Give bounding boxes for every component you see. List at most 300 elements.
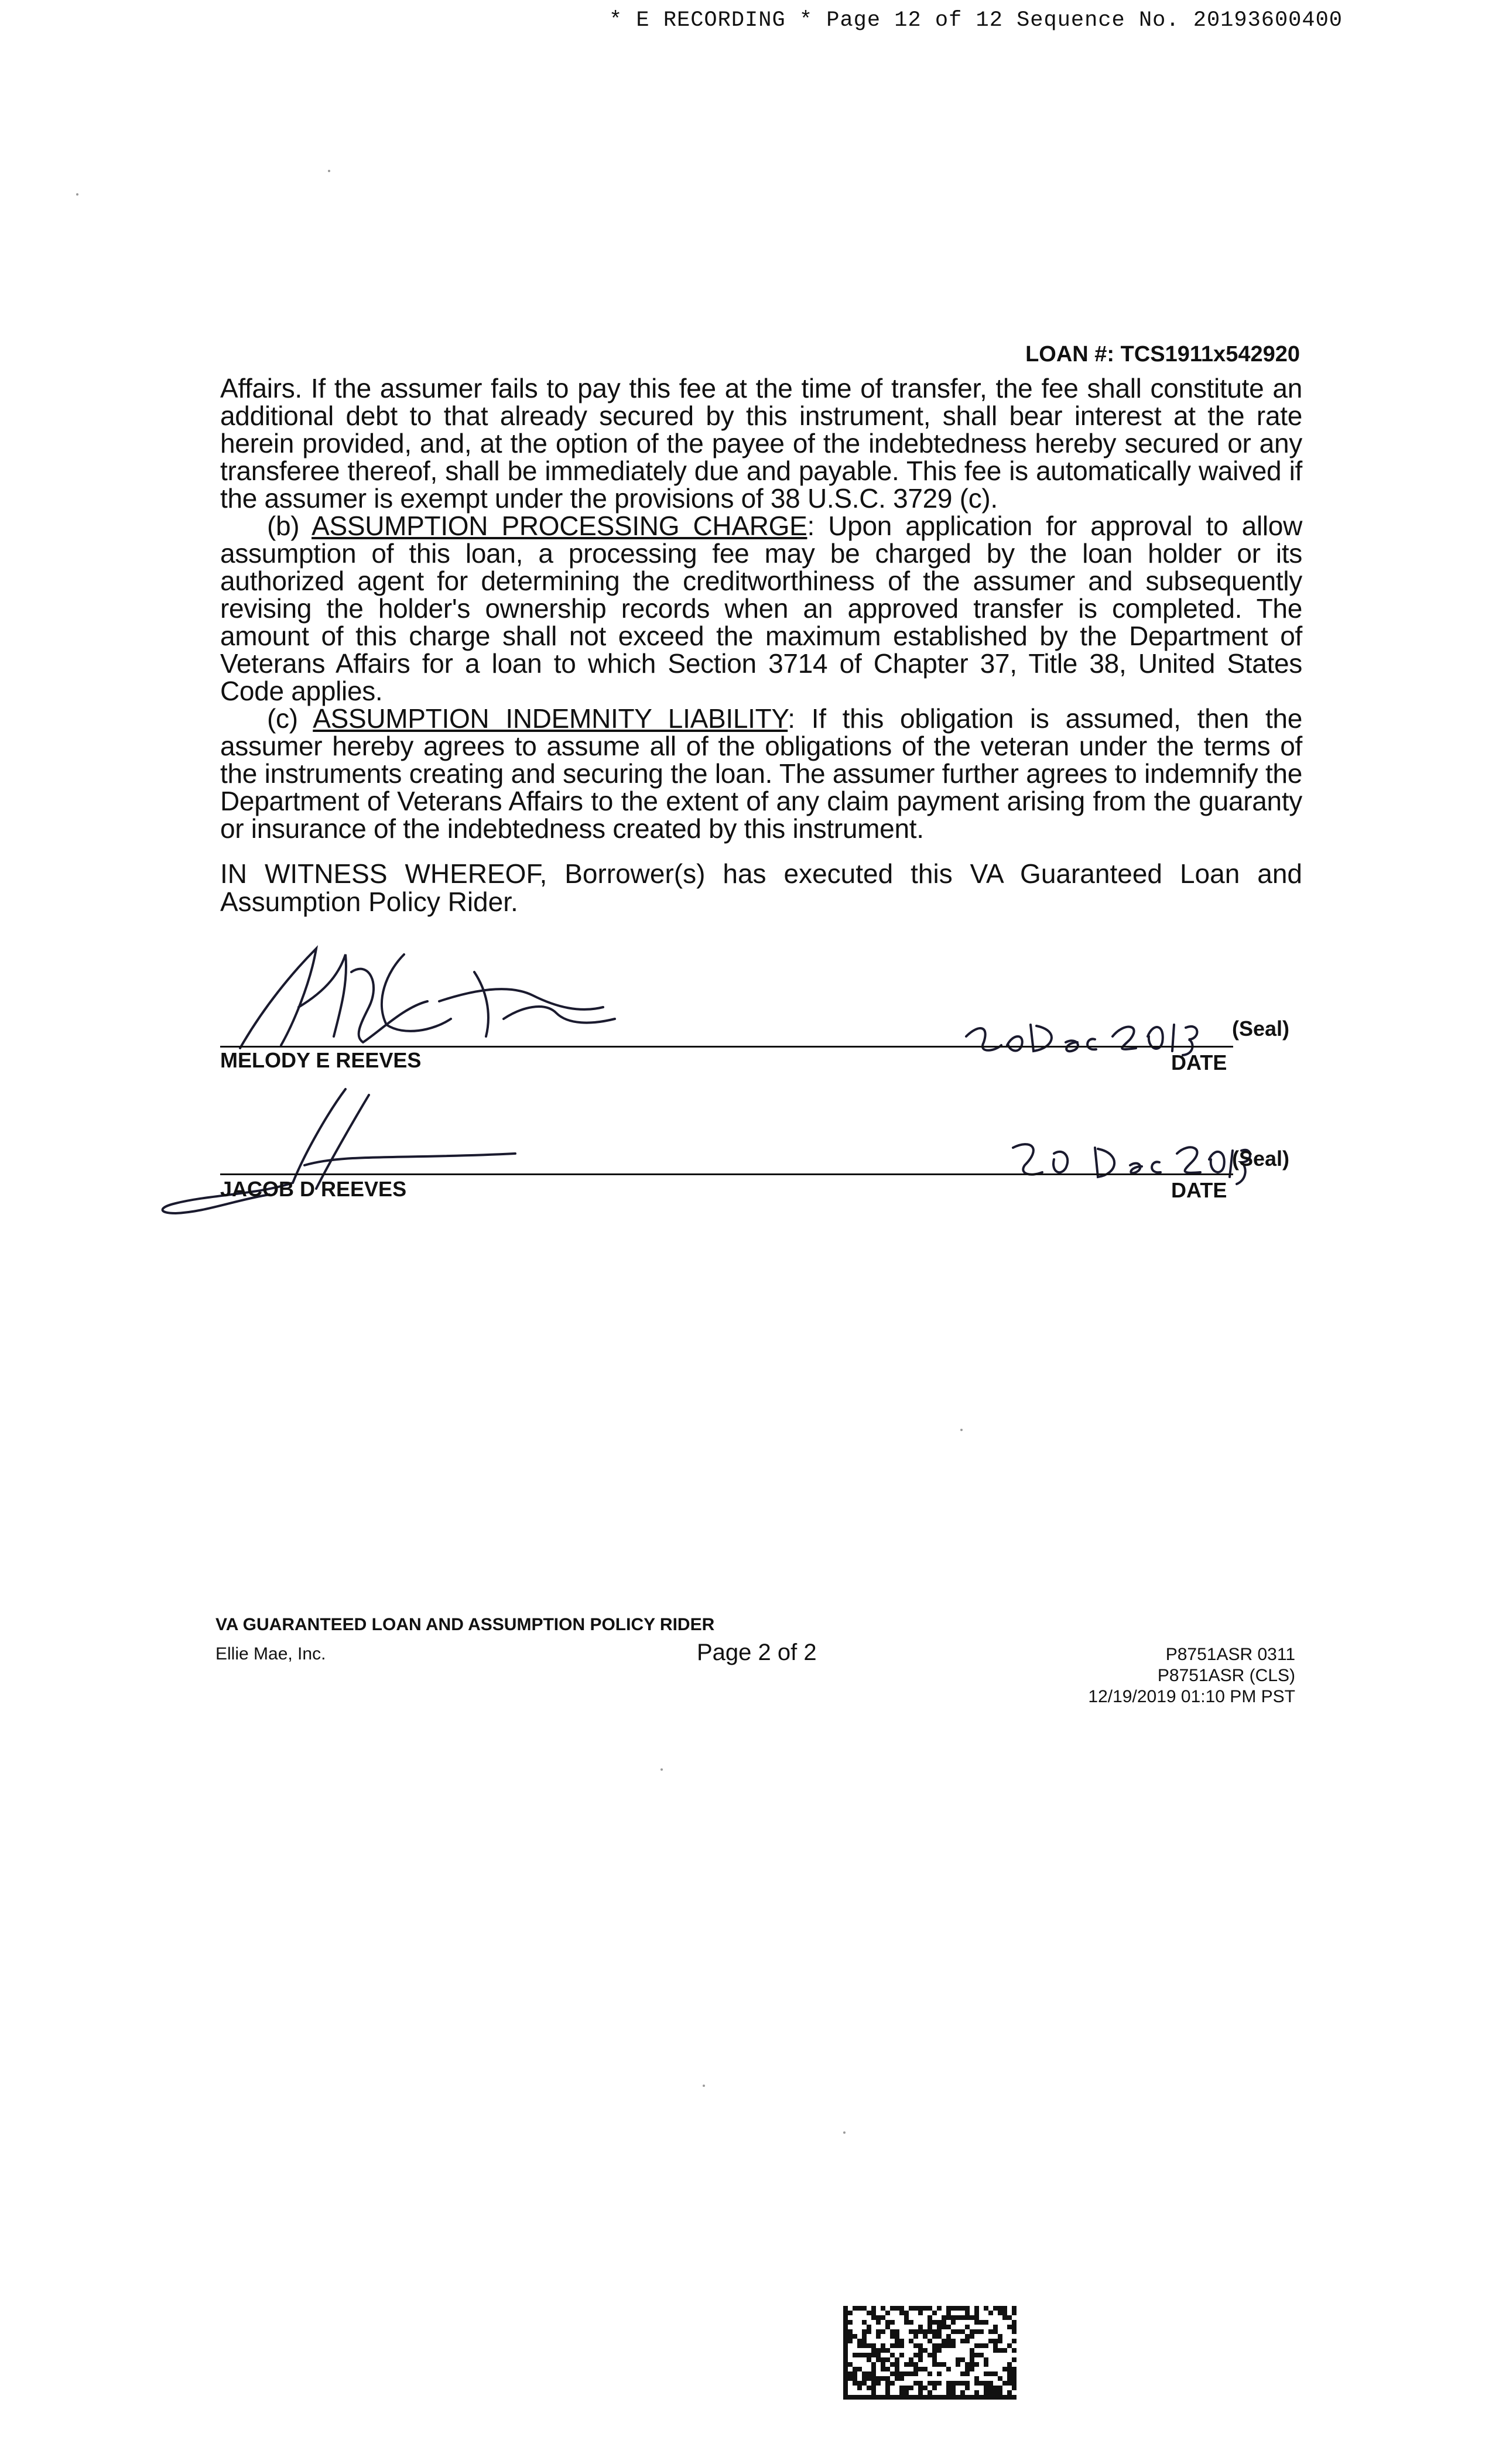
barcode-module <box>843 2357 848 2362</box>
barcode-module <box>843 2381 848 2386</box>
barcode-module <box>965 2367 970 2371</box>
barcode-module <box>918 2348 923 2353</box>
barcode-module <box>909 2386 913 2390</box>
barcode-module <box>909 2371 913 2376</box>
barcode-module <box>951 2343 956 2348</box>
barcode-module <box>965 2362 970 2367</box>
barcode-module <box>862 2343 867 2348</box>
barcode-module <box>960 2390 965 2395</box>
barcode-module <box>1012 2367 1017 2371</box>
barcode-module <box>937 2371 942 2376</box>
barcode-module <box>937 2343 942 2348</box>
barcode-module <box>970 2348 974 2353</box>
barcode-module <box>942 2343 946 2348</box>
paragraph-processing-charge <box>220 512 1302 705</box>
barcode-module <box>965 2395 970 2400</box>
barcode-module <box>857 2395 862 2400</box>
rider-body <box>220 375 1302 843</box>
barcode-module <box>876 2334 881 2339</box>
barcode-module <box>895 2343 899 2348</box>
barcode-module <box>970 2353 974 2357</box>
barcode-module <box>932 2353 937 2357</box>
barcode-module <box>899 2353 904 2357</box>
barcode-module <box>937 2320 942 2325</box>
barcode-module <box>956 2329 960 2334</box>
barcode-module <box>937 2362 942 2367</box>
barcode-module <box>979 2320 984 2325</box>
clause-prefix: (c) <box>267 703 313 734</box>
barcode-module <box>857 2381 862 2386</box>
barcode-module <box>923 2329 928 2334</box>
barcode-module <box>988 2311 993 2315</box>
barcode-module <box>848 2329 853 2334</box>
barcode-module <box>881 2315 885 2320</box>
barcode-module <box>998 2306 1002 2311</box>
barcode-module <box>913 2367 918 2371</box>
barcode-module <box>960 2315 965 2320</box>
barcode-module <box>913 2395 918 2400</box>
barcode-module <box>876 2315 881 2320</box>
barcode-module <box>937 2329 942 2334</box>
barcode-module <box>867 2376 871 2381</box>
barcode-module <box>918 2353 923 2357</box>
clause-text: : Upon application for approval to allow assumption of this loan, a processing fee may be charged by the loan holder or its authorized agent for determining the creditworthiness of the assumer and subsequently revising the holder's ownership records when an approved transfer is completed. The amount of this charge shall not exceed the maximum established by the Department of Veterans Affairs for a loan to which Section 3714 of Chapter 37, Title 38, United States Code applies. <box>220 511 1302 706</box>
barcode-module <box>857 2353 862 2357</box>
barcode-module <box>984 2381 988 2386</box>
barcode-module <box>928 2353 932 2357</box>
barcode-module <box>1012 2320 1017 2325</box>
barcode-module <box>848 2320 853 2325</box>
barcode-module <box>909 2362 913 2367</box>
barcode-module <box>960 2371 965 2376</box>
signature-melody-reeves <box>228 937 627 1054</box>
barcode-module <box>862 2339 867 2343</box>
barcode-module <box>998 2339 1002 2343</box>
barcode-module <box>890 2362 895 2367</box>
barcode-module <box>853 2381 857 2386</box>
barcode-module <box>993 2306 998 2311</box>
barcode-module <box>946 2367 951 2371</box>
barcode-module <box>965 2386 970 2390</box>
scan-speck <box>328 170 330 172</box>
paragraph-fee: Affairs. If the assumer fails to pay this fee at the time of transfer, the fee shall constitute an additional debt to that already secured by this instrument, shall bear interest at the rate herein provided, and, at the option of the payee of the indebtedness hereby secured or any transferee thereof, shall be immediately due and payable. This fee is automatically waived if the assumer is exempt under the provisions of 38 U.S.C. 3729 (c). <box>220 373 1302 514</box>
barcode-module <box>928 2381 932 2386</box>
paragraph-indemnity-liability <box>220 705 1302 843</box>
barcode-module <box>881 2362 885 2367</box>
barcode-module <box>885 2348 890 2353</box>
barcode-module <box>932 2311 937 2315</box>
barcode-module <box>918 2381 923 2386</box>
barcode-module <box>871 2343 876 2348</box>
barcode-module <box>956 2306 960 2311</box>
barcode-module <box>928 2320 932 2325</box>
barcode-module <box>899 2339 904 2343</box>
barcode-module <box>862 2329 867 2334</box>
date-label-1: DATE <box>1171 1050 1227 1074</box>
barcode-module <box>988 2371 993 2376</box>
barcode-module <box>979 2353 984 2357</box>
barcode-module <box>970 2357 974 2362</box>
barcode-module <box>881 2367 885 2371</box>
barcode-module <box>984 2306 988 2311</box>
barcode-module <box>843 2390 848 2395</box>
barcode-module <box>993 2325 998 2329</box>
scan-speck <box>660 1768 663 1771</box>
barcode-module <box>1002 2306 1007 2311</box>
barcode-module <box>1002 2348 1007 2353</box>
barcode-module <box>965 2306 970 2311</box>
barcode-module <box>848 2362 853 2367</box>
barcode-module <box>988 2339 993 2343</box>
barcode-module <box>984 2386 988 2390</box>
signer-name-2: JACOB D REEVES <box>220 1177 407 1201</box>
barcode-module <box>843 2339 848 2343</box>
barcode-module <box>956 2362 960 2367</box>
barcode-module <box>857 2386 862 2390</box>
barcode-module <box>998 2376 1002 2381</box>
barcode-module <box>909 2339 913 2343</box>
barcode-module <box>1012 2329 1017 2334</box>
barcode-module <box>867 2395 871 2400</box>
barcode-module <box>1007 2371 1012 2376</box>
barcode-module <box>932 2320 937 2325</box>
barcode-module <box>1012 2371 1017 2376</box>
barcode-module <box>867 2329 871 2334</box>
barcode-module <box>843 2334 848 2339</box>
barcode-module <box>918 2329 923 2334</box>
barcode-module <box>951 2395 956 2400</box>
datamatrix-barcode-icon <box>843 2306 1017 2400</box>
barcode-module <box>913 2371 918 2376</box>
barcode-module <box>895 2339 899 2343</box>
barcode-module <box>928 2315 932 2320</box>
signature-line-1 <box>220 1046 1233 1048</box>
barcode-module <box>970 2367 974 2371</box>
barcode-module <box>942 2320 946 2325</box>
seal-label-1: (Seal) <box>1232 1017 1290 1041</box>
barcode-module <box>984 2390 988 2395</box>
clause-prefix: (b) <box>267 511 312 541</box>
barcode-module <box>984 2357 988 2362</box>
clause-heading: ASSUMPTION PROCESSING CHARGE <box>312 511 807 541</box>
scan-speck <box>960 1429 963 1431</box>
barcode-module <box>993 2348 998 2353</box>
barcode-module <box>923 2348 928 2353</box>
barcode-module <box>871 2348 876 2353</box>
barcode-module <box>867 2325 871 2329</box>
barcode-module <box>1002 2395 1007 2400</box>
barcode-module <box>871 2353 876 2357</box>
seal-label-2: (Seal) <box>1232 1147 1290 1171</box>
barcode-module <box>946 2325 951 2329</box>
barcode-module <box>974 2329 979 2334</box>
barcode-module <box>970 2362 974 2367</box>
barcode-module <box>918 2386 923 2390</box>
barcode-module <box>932 2357 937 2362</box>
barcode-module <box>1007 2315 1012 2320</box>
barcode-module <box>918 2357 923 2362</box>
barcode-module <box>862 2376 867 2381</box>
barcode-module <box>946 2311 951 2315</box>
barcode-module <box>979 2329 984 2334</box>
barcode-module <box>913 2343 918 2348</box>
barcode-module <box>965 2311 970 2315</box>
barcode-module <box>946 2334 951 2339</box>
barcode-module <box>951 2381 956 2386</box>
barcode-module <box>899 2306 904 2311</box>
barcode-module <box>890 2381 895 2386</box>
barcode-module <box>876 2320 881 2325</box>
barcode-module <box>899 2343 904 2348</box>
barcode-module <box>974 2320 979 2325</box>
barcode-module <box>885 2367 890 2371</box>
barcode-module <box>909 2329 913 2334</box>
barcode-module <box>998 2311 1002 2315</box>
barcode-module <box>1007 2390 1012 2395</box>
barcode-module <box>984 2343 988 2348</box>
barcode-module <box>881 2357 885 2362</box>
barcode-module <box>951 2315 956 2320</box>
barcode-module <box>853 2371 857 2376</box>
barcode-module <box>904 2390 909 2395</box>
barcode-module <box>965 2371 970 2376</box>
barcode-module <box>848 2395 853 2400</box>
barcode-module <box>904 2315 909 2320</box>
barcode-module <box>918 2367 923 2371</box>
barcode-module <box>974 2362 979 2367</box>
barcode-module <box>890 2320 895 2325</box>
barcode-module <box>1007 2367 1012 2371</box>
barcode-module <box>843 2376 848 2381</box>
barcode-module <box>843 2348 848 2353</box>
barcode-module <box>862 2306 867 2311</box>
barcode-module <box>876 2329 881 2334</box>
barcode-module <box>885 2386 890 2390</box>
barcode-module <box>956 2357 960 2362</box>
barcode-module <box>960 2395 965 2400</box>
barcode-module <box>946 2386 951 2390</box>
barcode-module <box>867 2353 871 2357</box>
barcode-module <box>974 2395 979 2400</box>
barcode-module <box>853 2395 857 2400</box>
barcode-module <box>988 2381 993 2386</box>
barcode-module <box>904 2311 909 2315</box>
barcode-module <box>895 2395 899 2400</box>
barcode-module <box>1012 2381 1017 2386</box>
barcode-module <box>871 2376 876 2381</box>
barcode-module <box>899 2386 904 2390</box>
barcode-module <box>857 2306 862 2311</box>
barcode-module <box>909 2395 913 2400</box>
barcode-module <box>960 2357 965 2362</box>
barcode-module <box>1002 2315 1007 2320</box>
barcode-module <box>937 2395 942 2400</box>
barcode-module <box>867 2343 871 2348</box>
form-timestamp: 12/19/2019 01:10 PM PST <box>1088 1687 1295 1706</box>
barcode-module <box>881 2329 885 2334</box>
barcode-module <box>918 2395 923 2400</box>
barcode-module <box>988 2390 993 2395</box>
barcode-module <box>965 2315 970 2320</box>
barcode-module <box>928 2325 932 2329</box>
barcode-module <box>974 2381 979 2386</box>
barcode-module <box>857 2343 862 2348</box>
barcode-module <box>1007 2395 1012 2400</box>
barcode-module <box>951 2390 956 2395</box>
barcode-module <box>890 2395 895 2400</box>
barcode-module <box>904 2320 909 2325</box>
barcode-module <box>993 2343 998 2348</box>
barcode-module <box>853 2376 857 2381</box>
barcode-module <box>937 2348 942 2353</box>
barcode-module <box>895 2329 899 2334</box>
barcode-module <box>932 2343 937 2348</box>
barcode-module <box>988 2395 993 2400</box>
barcode-module <box>881 2395 885 2400</box>
barcode-module <box>871 2390 876 2395</box>
barcode-module <box>843 2306 848 2311</box>
barcode-module <box>1007 2362 1012 2367</box>
barcode-module <box>1012 2376 1017 2381</box>
barcode-module <box>895 2334 899 2339</box>
barcode-module <box>871 2371 876 2376</box>
barcode-module <box>965 2381 970 2386</box>
barcode-module <box>843 2325 848 2329</box>
barcode-module <box>942 2339 946 2343</box>
barcode-module <box>965 2334 970 2339</box>
barcode-module <box>853 2306 857 2311</box>
form-code-1: P8751ASR 0311 <box>1165 1645 1295 1664</box>
barcode-module <box>848 2339 853 2343</box>
barcode-module <box>843 2329 848 2334</box>
barcode-module <box>895 2357 899 2362</box>
barcode-module <box>970 2315 974 2320</box>
barcode-module <box>853 2334 857 2339</box>
barcode-module <box>946 2306 951 2311</box>
barcode-module <box>937 2325 942 2329</box>
barcode-module <box>843 2371 848 2376</box>
barcode-module <box>885 2325 890 2329</box>
barcode-module <box>960 2329 965 2334</box>
barcode-module <box>979 2343 984 2348</box>
barcode-module <box>998 2390 1002 2395</box>
barcode-module <box>1012 2395 1017 2400</box>
barcode-module <box>899 2311 904 2315</box>
barcode-module <box>890 2306 895 2311</box>
barcode-module <box>970 2395 974 2400</box>
barcode-module <box>913 2334 918 2339</box>
barcode-module <box>871 2311 876 2315</box>
barcode-module <box>1002 2311 1007 2315</box>
barcode-module <box>843 2362 848 2367</box>
barcode-module <box>993 2329 998 2334</box>
barcode-module <box>951 2306 956 2311</box>
form-code-2: P8751ASR (CLS) <box>1157 1666 1295 1685</box>
barcode-module <box>1002 2367 1007 2371</box>
barcode-module <box>918 2311 923 2315</box>
barcode-module <box>843 2315 848 2320</box>
barcode-module <box>942 2315 946 2320</box>
barcode-module <box>946 2315 951 2320</box>
barcode-module <box>899 2376 904 2381</box>
barcode-module <box>843 2395 848 2400</box>
barcode-module <box>923 2306 928 2311</box>
barcode-module <box>974 2353 979 2357</box>
barcode-module <box>843 2353 848 2357</box>
barcode-module <box>923 2395 928 2400</box>
barcode-module <box>946 2395 951 2400</box>
barcode-module <box>1012 2339 1017 2343</box>
barcode-module <box>951 2329 956 2334</box>
barcode-module <box>932 2348 937 2353</box>
barcode-module <box>885 2381 890 2386</box>
barcode-module <box>974 2390 979 2395</box>
barcode-module <box>932 2395 937 2400</box>
barcode-module <box>857 2367 862 2371</box>
barcode-module <box>993 2386 998 2390</box>
barcode-module <box>913 2353 918 2357</box>
barcode-module <box>904 2362 909 2367</box>
barcode-module <box>937 2381 942 2386</box>
handwritten-date-1 <box>960 990 1206 1060</box>
barcode-module <box>867 2371 871 2376</box>
barcode-module <box>918 2325 923 2329</box>
barcode-module <box>951 2386 956 2390</box>
barcode-module <box>1012 2357 1017 2362</box>
barcode-module <box>965 2325 970 2329</box>
witness-statement: IN WITNESS WHEREOF, Borrower(s) has executed this VA Guaranteed Loan and Assumption Policy Rider. <box>220 858 1302 917</box>
barcode-module <box>937 2306 942 2311</box>
barcode-module <box>881 2348 885 2353</box>
barcode-module <box>871 2362 876 2367</box>
barcode-module <box>848 2371 853 2376</box>
barcode-module <box>984 2371 988 2376</box>
barcode-module <box>876 2395 881 2400</box>
barcode-module <box>913 2381 918 2386</box>
barcode-module <box>890 2329 895 2334</box>
barcode-module <box>928 2329 932 2334</box>
barcode-module <box>937 2334 942 2339</box>
barcode-module <box>951 2339 956 2343</box>
barcode-module <box>885 2311 890 2315</box>
barcode-module <box>909 2320 913 2325</box>
barcode-module <box>998 2334 1002 2339</box>
barcode-module <box>960 2339 965 2343</box>
barcode-module <box>895 2371 899 2376</box>
barcode-module <box>923 2334 928 2339</box>
signer-name-1: MELODY E REEVES <box>220 1048 422 1072</box>
barcode-module <box>993 2395 998 2400</box>
barcode-module <box>960 2381 965 2386</box>
barcode-module <box>993 2339 998 2343</box>
barcode-module <box>1007 2376 1012 2381</box>
barcode-module <box>899 2390 904 2395</box>
barcode-module <box>1012 2306 1017 2311</box>
barcode-module <box>928 2339 932 2343</box>
barcode-module <box>885 2395 890 2400</box>
barcode-module <box>974 2315 979 2320</box>
barcode-module <box>871 2395 876 2400</box>
scan-speck <box>76 193 78 196</box>
barcode-module <box>956 2381 960 2386</box>
page-number: Page 2 of 2 <box>697 1640 817 1665</box>
barcode-module <box>885 2320 890 2325</box>
barcode-module <box>871 2367 876 2371</box>
barcode-module <box>918 2343 923 2348</box>
barcode-module <box>932 2334 937 2339</box>
barcode-module <box>988 2386 993 2390</box>
barcode-module <box>942 2325 946 2329</box>
